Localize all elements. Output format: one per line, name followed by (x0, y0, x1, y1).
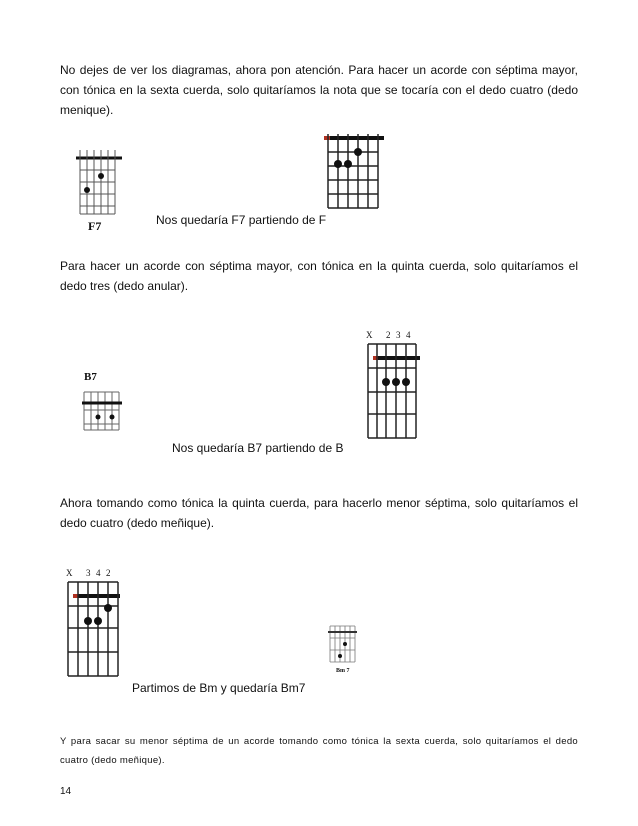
chord-label-b7: B7 (84, 371, 97, 383)
chord-diagram-bm7 (324, 620, 368, 676)
string-marker-x: X (66, 568, 73, 578)
paragraph-4: Y para sacar su menor séptima de un acorde tomando como tónica la sexta cuerda, solo quitaríamos el dedo cuatro (dedo meñique). (60, 736, 578, 766)
chord-diagram-f-major (322, 130, 386, 212)
caption-bm7: Partimos de Bm y quedaría Bm7 (132, 681, 306, 695)
chord-diagram-f7 (72, 146, 128, 236)
page-number: 14 (60, 786, 72, 797)
caption-b7: Nos quedaría B7 partiendo de B (172, 441, 344, 455)
paragraph-2: Para hacer un acorde con séptima mayor, con tónica en la quinta cuerda, solo quitaríamos el dedo tres (dedo anular). (60, 259, 578, 293)
chord-diagram-bm (64, 566, 128, 678)
chord-diagram-b7 (64, 348, 172, 440)
string-marker-3: 3 (396, 330, 401, 340)
string-marker-x: X (366, 330, 373, 340)
string-marker-2: 2 (386, 330, 391, 340)
string-marker-3: 3 (86, 568, 91, 578)
chord-diagram-b-major (362, 328, 426, 440)
string-marker-4: 4 (96, 568, 101, 578)
string-marker-2: 2 (106, 568, 111, 578)
chord-label-f7: F7 (88, 219, 102, 233)
caption-f7: Nos quedaría F7 partiendo de F (156, 213, 327, 227)
paragraph-1: No dejes de ver los diagramas, ahora pon atención. Para hacer un acorde con séptima mayor, con tónica en la sexta cuerda, solo quitaríamos la nota que se tocaría con el dedo cuatro (dedo menique). (60, 63, 578, 117)
chord-label-bm7: Bm 7 (336, 668, 350, 674)
paragraph-3: Ahora tomando como tónica la quinta cuerda, para hacerlo menor séptima, solo quitaríamos el dedo cuatro (dedo meñique). (60, 496, 578, 530)
string-marker-4: 4 (406, 330, 411, 340)
